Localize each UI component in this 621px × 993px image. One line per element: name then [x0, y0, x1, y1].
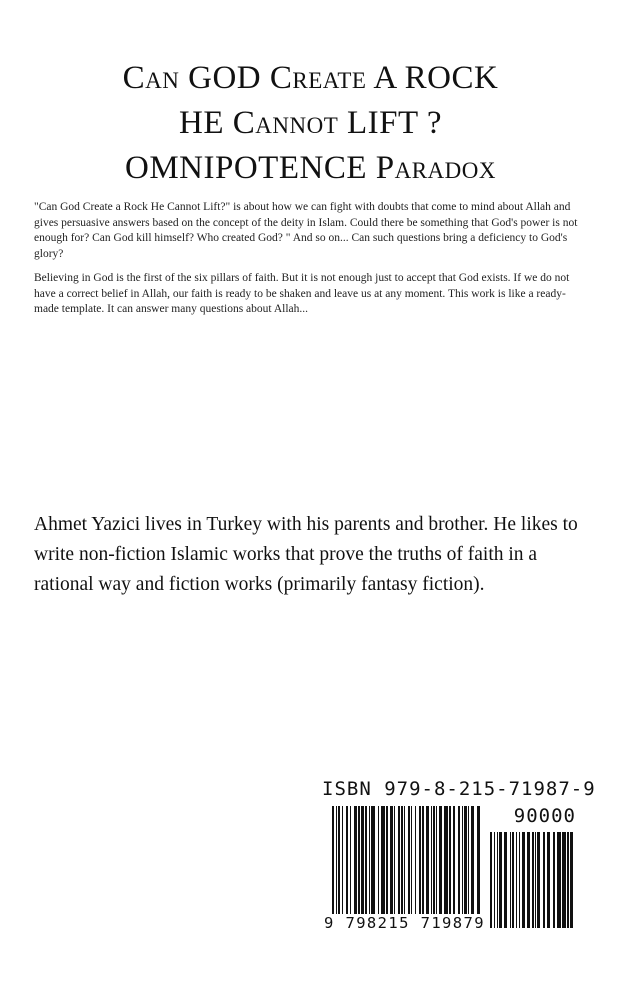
barcode-bar [338, 806, 340, 930]
barcode-bar [453, 806, 455, 930]
barcode-bar [499, 832, 502, 928]
barcode-bar [426, 806, 429, 930]
isbn-barcode [314, 774, 596, 950]
barcode-bar [332, 806, 334, 930]
barcode-bar [449, 806, 451, 930]
barcode-bar [458, 806, 460, 930]
barcode-bar [336, 806, 337, 930]
barcode-bar [365, 806, 367, 930]
barcode-bar [358, 806, 360, 930]
barcode-bar [477, 806, 480, 930]
barcode-bar [462, 806, 463, 930]
blurb-paragraph-1: "Can God Create a Rock He Cannot Lift?" is about how we can fight with doubts that come to mind about Allah and gives persuasive answers based on the concept of the deity in Islam. Could there be something that God's power is not enough for? Can God kill himself? Who created God? " And so on... Can such questions bring a deficiency to God's glory? [34, 201, 578, 260]
barcode-bar [386, 806, 388, 930]
barcode-bar [431, 806, 432, 930]
barcode-bar [439, 806, 442, 930]
barcode-bar [562, 832, 566, 928]
barcode-bar [411, 806, 412, 930]
price-code: 90000 [513, 805, 576, 827]
barcode-bar [510, 832, 511, 928]
barcode-bar [408, 806, 410, 930]
barcode-bar [394, 806, 395, 930]
barcode-bar [419, 806, 421, 930]
barcode-bar [522, 832, 525, 928]
barcode-bar [354, 806, 357, 930]
barcode-bar [415, 806, 416, 930]
barcode-bar [401, 806, 403, 930]
barcode-bar [378, 806, 379, 930]
barcode-bar [516, 832, 517, 928]
barcode-bar [553, 832, 555, 928]
barcode-bar [504, 832, 507, 928]
barcode-bar [490, 832, 492, 928]
barcode-bar [497, 832, 498, 928]
barcode-bar [468, 806, 469, 930]
barcode-bar [557, 832, 561, 928]
barcode-bar [519, 832, 520, 928]
barcode-bar [381, 806, 385, 930]
barcode-digits: 9 798215 719879 [324, 914, 485, 932]
title-line-3: OMNIPOTENCE Paradox [125, 150, 496, 186]
barcode-bar [567, 832, 569, 928]
barcode-bar [422, 806, 424, 930]
barcode-bar [342, 806, 343, 930]
barcode-bar [471, 806, 474, 930]
barcode-bar [433, 806, 435, 930]
barcode-bar [535, 832, 536, 928]
barcode-bar [361, 806, 364, 930]
barcode-bar [464, 806, 467, 930]
barcode-bar [390, 806, 393, 930]
title-line-1: Can GOD Create A ROCK [122, 60, 499, 96]
barcode-bar [371, 806, 375, 930]
blurb-paragraph-2: Believing in God is the first of the six pillars of faith. But it is not enough just to accept that God exists. If we do not have a correct belief in Allah, our faith is ready to be shaken and leave us at any moment. This work is like a ready-made template. It can answer many questions about Allah... [34, 272, 570, 315]
book-title [0, 56, 621, 191]
barcode-bar [398, 806, 400, 930]
barcode-bar [404, 806, 405, 930]
barcode-bar [543, 832, 545, 928]
author-bio: Ahmet Yazici lives in Turkey with his parents and brother. He likes to write non-fiction Islamic works that prove the truths of faith in a rational way and fiction works (primarily fantasy fiction). [34, 514, 578, 595]
barcode-bar [547, 832, 550, 928]
barcode-bar [532, 832, 534, 928]
barcode-bar [346, 806, 348, 930]
barcode-bar [537, 832, 540, 928]
barcode-bar [527, 832, 530, 928]
title-line-2: HE Cannot LIFT ? [179, 105, 442, 141]
barcode-bar [350, 806, 351, 930]
barcode-bar [512, 832, 514, 928]
barcode-bar [436, 806, 437, 930]
barcode-bar [494, 832, 495, 928]
book-blurb [34, 200, 590, 327]
barcode-bar [369, 806, 370, 930]
barcode-bar [570, 832, 573, 928]
isbn-label: ISBN 979-8-215-71987-9 [322, 778, 596, 800]
barcode-bar [444, 806, 448, 930]
